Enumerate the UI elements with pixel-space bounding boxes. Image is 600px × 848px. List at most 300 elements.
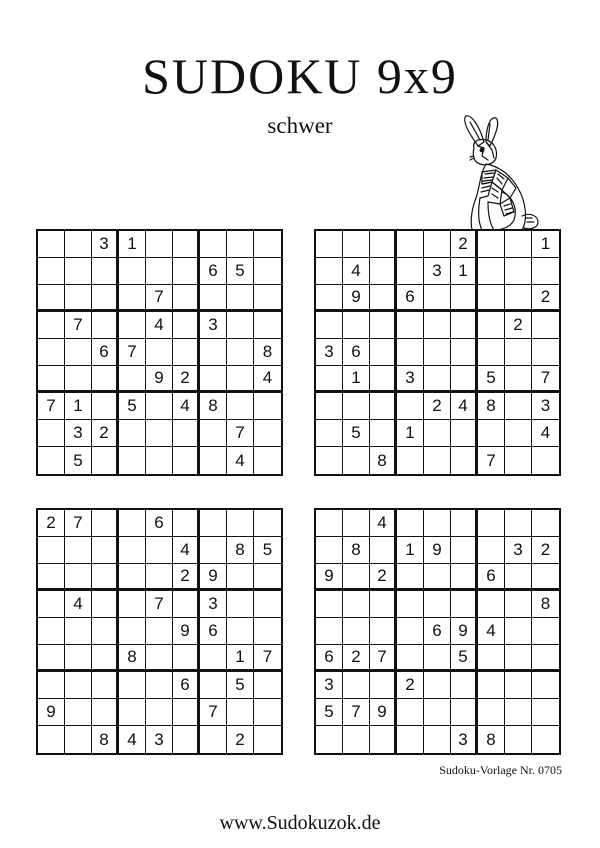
sudoku-cell[interactable] <box>316 591 343 618</box>
sudoku-cell[interactable] <box>478 231 505 258</box>
sudoku-cell[interactable] <box>397 339 424 366</box>
sudoku-cell[interactable] <box>92 537 119 564</box>
sudoku-cell[interactable] <box>200 285 227 312</box>
sudoku-cell[interactable] <box>397 258 424 285</box>
sudoku-cell[interactable] <box>397 510 424 537</box>
sudoku-cell[interactable] <box>65 537 92 564</box>
sudoku-cell[interactable]: 9 <box>38 699 65 726</box>
sudoku-cell[interactable] <box>254 564 281 591</box>
sudoku-cell[interactable] <box>370 258 397 285</box>
sudoku-cell[interactable] <box>38 537 65 564</box>
sudoku-cell[interactable] <box>65 258 92 285</box>
sudoku-cell[interactable]: 2 <box>343 645 370 672</box>
sudoku-cell[interactable]: 8 <box>227 537 254 564</box>
sudoku-cell[interactable] <box>505 645 532 672</box>
sudoku-cell[interactable] <box>227 231 254 258</box>
sudoku-cell[interactable]: 4 <box>146 312 173 339</box>
sudoku-cell[interactable]: 3 <box>505 537 532 564</box>
sudoku-cell[interactable]: 8 <box>200 393 227 420</box>
sudoku-cell[interactable] <box>397 231 424 258</box>
sudoku-cell[interactable] <box>343 447 370 474</box>
sudoku-cell[interactable]: 4 <box>254 366 281 393</box>
sudoku-cell[interactable]: 7 <box>227 420 254 447</box>
sudoku-cell[interactable] <box>92 510 119 537</box>
sudoku-cell[interactable] <box>370 312 397 339</box>
sudoku-cell[interactable]: 2 <box>370 564 397 591</box>
sudoku-cell[interactable] <box>200 537 227 564</box>
sudoku-cell[interactable] <box>505 618 532 645</box>
sudoku-cell[interactable]: 3 <box>532 393 559 420</box>
sudoku-cell[interactable]: 6 <box>478 564 505 591</box>
sudoku-cell[interactable] <box>119 699 146 726</box>
sudoku-cell[interactable]: 5 <box>316 699 343 726</box>
sudoku-cell[interactable] <box>424 672 451 699</box>
sudoku-cell[interactable]: 7 <box>119 339 146 366</box>
sudoku-cell[interactable]: 1 <box>397 537 424 564</box>
sudoku-cell[interactable] <box>505 339 532 366</box>
sudoku-cell[interactable]: 3 <box>200 312 227 339</box>
sudoku-cell[interactable]: 2 <box>451 231 478 258</box>
sudoku-cell[interactable] <box>343 726 370 753</box>
sudoku-cell[interactable] <box>92 672 119 699</box>
sudoku-cell[interactable] <box>146 447 173 474</box>
sudoku-cell[interactable] <box>146 645 173 672</box>
sudoku-cell[interactable] <box>505 672 532 699</box>
sudoku-cell[interactable]: 3 <box>200 591 227 618</box>
sudoku-cell[interactable] <box>200 366 227 393</box>
sudoku-cell[interactable] <box>173 510 200 537</box>
sudoku-cell[interactable]: 6 <box>200 618 227 645</box>
sudoku-cell[interactable]: 4 <box>532 420 559 447</box>
sudoku-cell[interactable] <box>65 564 92 591</box>
sudoku-cell[interactable] <box>227 618 254 645</box>
sudoku-cell[interactable] <box>227 366 254 393</box>
sudoku-cell[interactable] <box>119 420 146 447</box>
sudoku-cell[interactable] <box>173 285 200 312</box>
sudoku-cell[interactable] <box>451 672 478 699</box>
sudoku-cell[interactable] <box>424 699 451 726</box>
sudoku-cell[interactable] <box>38 231 65 258</box>
sudoku-cell[interactable] <box>173 339 200 366</box>
sudoku-cell[interactable] <box>478 285 505 312</box>
sudoku-cell[interactable]: 7 <box>65 510 92 537</box>
sudoku-cell[interactable] <box>532 645 559 672</box>
sudoku-cell[interactable] <box>38 672 65 699</box>
sudoku-cell[interactable]: 8 <box>370 447 397 474</box>
sudoku-cell[interactable] <box>478 510 505 537</box>
sudoku-cell[interactable]: 7 <box>343 699 370 726</box>
sudoku-cell[interactable] <box>343 231 370 258</box>
sudoku-cell[interactable] <box>200 420 227 447</box>
sudoku-cell[interactable]: 7 <box>146 591 173 618</box>
sudoku-cell[interactable]: 8 <box>532 591 559 618</box>
sudoku-cell[interactable] <box>119 537 146 564</box>
sudoku-cell[interactable] <box>38 591 65 618</box>
sudoku-cell[interactable]: 5 <box>478 366 505 393</box>
sudoku-cell[interactable]: 7 <box>370 645 397 672</box>
sudoku-cell[interactable]: 6 <box>146 510 173 537</box>
sudoku-cell[interactable] <box>316 420 343 447</box>
sudoku-cell[interactable] <box>343 672 370 699</box>
sudoku-cell[interactable]: 2 <box>38 510 65 537</box>
sudoku-cell[interactable]: 5 <box>451 645 478 672</box>
sudoku-cell[interactable]: 6 <box>200 258 227 285</box>
sudoku-cell[interactable] <box>146 564 173 591</box>
sudoku-cell[interactable]: 6 <box>173 672 200 699</box>
sudoku-cell[interactable] <box>505 564 532 591</box>
sudoku-cell[interactable] <box>65 618 92 645</box>
sudoku-cell[interactable] <box>370 591 397 618</box>
sudoku-cell[interactable]: 4 <box>173 537 200 564</box>
sudoku-cell[interactable] <box>505 285 532 312</box>
sudoku-cell[interactable]: 8 <box>478 726 505 753</box>
sudoku-cell[interactable] <box>65 231 92 258</box>
sudoku-cell[interactable] <box>146 672 173 699</box>
sudoku-cell[interactable]: 1 <box>227 645 254 672</box>
sudoku-cell[interactable] <box>397 699 424 726</box>
sudoku-cell[interactable]: 9 <box>424 537 451 564</box>
sudoku-cell[interactable]: 7 <box>254 645 281 672</box>
sudoku-cell[interactable]: 2 <box>173 564 200 591</box>
sudoku-cell[interactable]: 5 <box>119 393 146 420</box>
sudoku-cell[interactable]: 2 <box>532 285 559 312</box>
sudoku-cell[interactable] <box>343 510 370 537</box>
sudoku-cell[interactable]: 2 <box>227 726 254 753</box>
sudoku-cell[interactable]: 5 <box>227 258 254 285</box>
sudoku-cell[interactable]: 5 <box>65 447 92 474</box>
sudoku-cell[interactable] <box>532 564 559 591</box>
sudoku-cell[interactable] <box>424 447 451 474</box>
sudoku-cell[interactable] <box>532 447 559 474</box>
sudoku-cell[interactable]: 4 <box>173 393 200 420</box>
sudoku-cell[interactable] <box>227 510 254 537</box>
sudoku-cell[interactable] <box>451 699 478 726</box>
sudoku-cell[interactable] <box>505 726 532 753</box>
sudoku-cell[interactable]: 3 <box>316 672 343 699</box>
sudoku-cell[interactable] <box>397 564 424 591</box>
sudoku-cell[interactable]: 1 <box>397 420 424 447</box>
sudoku-cell[interactable]: 4 <box>343 258 370 285</box>
sudoku-cell[interactable] <box>92 312 119 339</box>
sudoku-cell[interactable] <box>343 591 370 618</box>
sudoku-cell[interactable] <box>316 537 343 564</box>
sudoku-cell[interactable] <box>227 312 254 339</box>
sudoku-cell[interactable] <box>532 672 559 699</box>
sudoku-cell[interactable] <box>505 591 532 618</box>
sudoku-cell[interactable] <box>173 726 200 753</box>
sudoku-cell[interactable] <box>424 591 451 618</box>
sudoku-cell[interactable] <box>505 420 532 447</box>
sudoku-cell[interactable]: 4 <box>65 591 92 618</box>
sudoku-cell[interactable] <box>92 285 119 312</box>
sudoku-cell[interactable] <box>227 285 254 312</box>
sudoku-cell[interactable] <box>254 726 281 753</box>
sudoku-cell[interactable]: 9 <box>173 618 200 645</box>
sudoku-cell[interactable] <box>119 447 146 474</box>
sudoku-cell[interactable]: 7 <box>532 366 559 393</box>
sudoku-cell[interactable]: 5 <box>227 672 254 699</box>
sudoku-cell[interactable] <box>316 447 343 474</box>
sudoku-cell[interactable] <box>424 726 451 753</box>
sudoku-cell[interactable]: 7 <box>38 393 65 420</box>
sudoku-cell[interactable] <box>38 312 65 339</box>
sudoku-cell[interactable] <box>200 510 227 537</box>
sudoku-cell[interactable]: 6 <box>316 645 343 672</box>
sudoku-cell[interactable] <box>343 618 370 645</box>
sudoku-cell[interactable] <box>254 258 281 285</box>
sudoku-cell[interactable] <box>370 393 397 420</box>
sudoku-cell[interactable] <box>38 447 65 474</box>
sudoku-cell[interactable]: 9 <box>451 618 478 645</box>
sudoku-cell[interactable] <box>92 618 119 645</box>
sudoku-cell[interactable] <box>173 420 200 447</box>
sudoku-cell[interactable] <box>424 366 451 393</box>
sudoku-cell[interactable] <box>38 420 65 447</box>
sudoku-cell[interactable] <box>505 699 532 726</box>
sudoku-cell[interactable] <box>505 366 532 393</box>
sudoku-cell[interactable] <box>146 393 173 420</box>
sudoku-cell[interactable] <box>451 366 478 393</box>
sudoku-cell[interactable]: 4 <box>119 726 146 753</box>
sudoku-cell[interactable]: 3 <box>397 366 424 393</box>
sudoku-cell[interactable] <box>478 672 505 699</box>
sudoku-cell[interactable] <box>397 393 424 420</box>
sudoku-cell[interactable] <box>532 618 559 645</box>
sudoku-cell[interactable] <box>254 393 281 420</box>
sudoku-cell[interactable]: 1 <box>65 393 92 420</box>
sudoku-cell[interactable] <box>370 339 397 366</box>
sudoku-cell[interactable] <box>316 618 343 645</box>
sudoku-cell[interactable] <box>424 645 451 672</box>
sudoku-cell[interactable] <box>92 366 119 393</box>
sudoku-cell[interactable] <box>532 699 559 726</box>
sudoku-cell[interactable] <box>38 618 65 645</box>
sudoku-cell[interactable]: 6 <box>397 285 424 312</box>
sudoku-cell[interactable] <box>370 618 397 645</box>
sudoku-cell[interactable] <box>200 672 227 699</box>
sudoku-cell[interactable] <box>119 591 146 618</box>
sudoku-cell[interactable]: 7 <box>65 312 92 339</box>
sudoku-cell[interactable] <box>451 312 478 339</box>
sudoku-cell[interactable] <box>146 339 173 366</box>
sudoku-cell[interactable]: 5 <box>254 537 281 564</box>
sudoku-cell[interactable] <box>478 312 505 339</box>
sudoku-cell[interactable]: 8 <box>478 393 505 420</box>
sudoku-cell[interactable] <box>343 393 370 420</box>
sudoku-cell[interactable] <box>254 699 281 726</box>
sudoku-cell[interactable] <box>227 699 254 726</box>
sudoku-cell[interactable] <box>254 312 281 339</box>
sudoku-cell[interactable]: 8 <box>92 726 119 753</box>
sudoku-cell[interactable] <box>119 366 146 393</box>
sudoku-cell[interactable]: 9 <box>146 366 173 393</box>
sudoku-cell[interactable] <box>316 726 343 753</box>
sudoku-cell[interactable]: 3 <box>65 420 92 447</box>
sudoku-cell[interactable] <box>173 699 200 726</box>
sudoku-cell[interactable] <box>254 510 281 537</box>
sudoku-cell[interactable] <box>532 312 559 339</box>
sudoku-cell[interactable] <box>532 726 559 753</box>
sudoku-cell[interactable] <box>38 339 65 366</box>
sudoku-cell[interactable] <box>254 672 281 699</box>
sudoku-cell[interactable] <box>173 231 200 258</box>
sudoku-cell[interactable] <box>119 618 146 645</box>
sudoku-cell[interactable] <box>478 258 505 285</box>
sudoku-cell[interactable] <box>254 618 281 645</box>
sudoku-cell[interactable] <box>316 312 343 339</box>
sudoku-cell[interactable]: 5 <box>343 420 370 447</box>
sudoku-cell[interactable] <box>451 537 478 564</box>
sudoku-cell[interactable]: 9 <box>343 285 370 312</box>
sudoku-cell[interactable]: 1 <box>532 231 559 258</box>
sudoku-cell[interactable] <box>38 645 65 672</box>
sudoku-cell[interactable] <box>451 591 478 618</box>
sudoku-cell[interactable] <box>119 672 146 699</box>
sudoku-cell[interactable]: 3 <box>451 726 478 753</box>
sudoku-cell[interactable]: 3 <box>424 258 451 285</box>
sudoku-cell[interactable]: 3 <box>146 726 173 753</box>
sudoku-cell[interactable]: 6 <box>424 618 451 645</box>
sudoku-cell[interactable] <box>505 393 532 420</box>
sudoku-cell[interactable] <box>227 393 254 420</box>
sudoku-cell[interactable] <box>200 447 227 474</box>
sudoku-cell[interactable] <box>316 393 343 420</box>
sudoku-cell[interactable]: 9 <box>370 699 397 726</box>
sudoku-cell[interactable] <box>38 366 65 393</box>
sudoku-cell[interactable]: 3 <box>316 339 343 366</box>
sudoku-cell[interactable] <box>478 537 505 564</box>
sudoku-cell[interactable] <box>200 726 227 753</box>
sudoku-cell[interactable] <box>424 510 451 537</box>
sudoku-cell[interactable] <box>343 564 370 591</box>
sudoku-cell[interactable]: 1 <box>451 258 478 285</box>
sudoku-cell[interactable] <box>200 339 227 366</box>
sudoku-cell[interactable] <box>424 420 451 447</box>
sudoku-cell[interactable] <box>173 258 200 285</box>
sudoku-cell[interactable] <box>92 645 119 672</box>
sudoku-cell[interactable] <box>173 645 200 672</box>
sudoku-cell[interactable] <box>424 312 451 339</box>
sudoku-cell[interactable] <box>370 726 397 753</box>
sudoku-cell[interactable] <box>92 564 119 591</box>
sudoku-cell[interactable] <box>227 564 254 591</box>
sudoku-cell[interactable] <box>146 258 173 285</box>
sudoku-cell[interactable] <box>146 618 173 645</box>
sudoku-cell[interactable]: 2 <box>424 393 451 420</box>
sudoku-cell[interactable] <box>254 420 281 447</box>
sudoku-cell[interactable]: 7 <box>478 447 505 474</box>
sudoku-cell[interactable] <box>65 285 92 312</box>
sudoku-cell[interactable] <box>478 591 505 618</box>
sudoku-cell[interactable] <box>370 537 397 564</box>
sudoku-cell[interactable] <box>38 285 65 312</box>
sudoku-cell[interactable] <box>316 285 343 312</box>
sudoku-cell[interactable] <box>119 285 146 312</box>
sudoku-cell[interactable] <box>505 510 532 537</box>
sudoku-cell[interactable] <box>65 672 92 699</box>
sudoku-cell[interactable] <box>173 312 200 339</box>
sudoku-cell[interactable] <box>38 564 65 591</box>
sudoku-cell[interactable] <box>119 258 146 285</box>
sudoku-cell[interactable] <box>92 258 119 285</box>
sudoku-cell[interactable]: 4 <box>370 510 397 537</box>
sudoku-cell[interactable]: 2 <box>397 672 424 699</box>
sudoku-cell[interactable] <box>316 231 343 258</box>
sudoku-cell[interactable] <box>424 339 451 366</box>
sudoku-cell[interactable] <box>146 699 173 726</box>
sudoku-cell[interactable]: 2 <box>505 312 532 339</box>
sudoku-cell[interactable] <box>424 231 451 258</box>
sudoku-cell[interactable] <box>478 699 505 726</box>
sudoku-cell[interactable] <box>451 564 478 591</box>
sudoku-cell[interactable] <box>505 258 532 285</box>
sudoku-cell[interactable] <box>343 312 370 339</box>
sudoku-cell[interactable] <box>370 366 397 393</box>
sudoku-cell[interactable] <box>227 591 254 618</box>
sudoku-cell[interactable]: 2 <box>173 366 200 393</box>
sudoku-cell[interactable]: 2 <box>532 537 559 564</box>
sudoku-cell[interactable] <box>424 564 451 591</box>
sudoku-cell[interactable] <box>38 258 65 285</box>
sudoku-cell[interactable]: 9 <box>200 564 227 591</box>
sudoku-cell[interactable]: 6 <box>343 339 370 366</box>
sudoku-cell[interactable] <box>478 339 505 366</box>
sudoku-cell[interactable]: 4 <box>478 618 505 645</box>
sudoku-cell[interactable] <box>92 699 119 726</box>
sudoku-cell[interactable] <box>65 366 92 393</box>
sudoku-cell[interactable] <box>397 618 424 645</box>
sudoku-cell[interactable] <box>254 591 281 618</box>
sudoku-cell[interactable] <box>65 645 92 672</box>
sudoku-cell[interactable]: 1 <box>343 366 370 393</box>
sudoku-cell[interactable] <box>65 699 92 726</box>
sudoku-cell[interactable]: 6 <box>92 339 119 366</box>
sudoku-cell[interactable] <box>370 672 397 699</box>
sudoku-cell[interactable] <box>200 231 227 258</box>
sudoku-cell[interactable] <box>478 420 505 447</box>
sudoku-cell[interactable] <box>119 564 146 591</box>
sudoku-cell[interactable] <box>92 591 119 618</box>
sudoku-cell[interactable]: 2 <box>92 420 119 447</box>
sudoku-cell[interactable] <box>397 312 424 339</box>
sudoku-cell[interactable] <box>451 339 478 366</box>
sudoku-cell[interactable] <box>65 339 92 366</box>
sudoku-cell[interactable] <box>92 393 119 420</box>
sudoku-cell[interactable] <box>316 258 343 285</box>
sudoku-cell[interactable]: 9 <box>316 564 343 591</box>
website-url[interactable]: www.Sudokuzok.de <box>219 812 381 834</box>
sudoku-cell[interactable] <box>200 645 227 672</box>
sudoku-cell[interactable] <box>146 231 173 258</box>
sudoku-cell[interactable] <box>254 285 281 312</box>
sudoku-cell[interactable]: 8 <box>343 537 370 564</box>
sudoku-cell[interactable] <box>146 537 173 564</box>
sudoku-cell[interactable] <box>146 420 173 447</box>
sudoku-cell[interactable]: 7 <box>200 699 227 726</box>
sudoku-cell[interactable] <box>424 285 451 312</box>
sudoku-cell[interactable] <box>478 645 505 672</box>
sudoku-cell[interactable] <box>397 447 424 474</box>
sudoku-cell[interactable] <box>370 231 397 258</box>
sudoku-cell[interactable] <box>254 231 281 258</box>
sudoku-cell[interactable] <box>505 447 532 474</box>
sudoku-cell[interactable] <box>532 258 559 285</box>
sudoku-cell[interactable] <box>316 366 343 393</box>
sudoku-cell[interactable]: 3 <box>92 231 119 258</box>
sudoku-cell[interactable] <box>65 726 92 753</box>
sudoku-cell[interactable] <box>173 447 200 474</box>
sudoku-cell[interactable] <box>254 447 281 474</box>
